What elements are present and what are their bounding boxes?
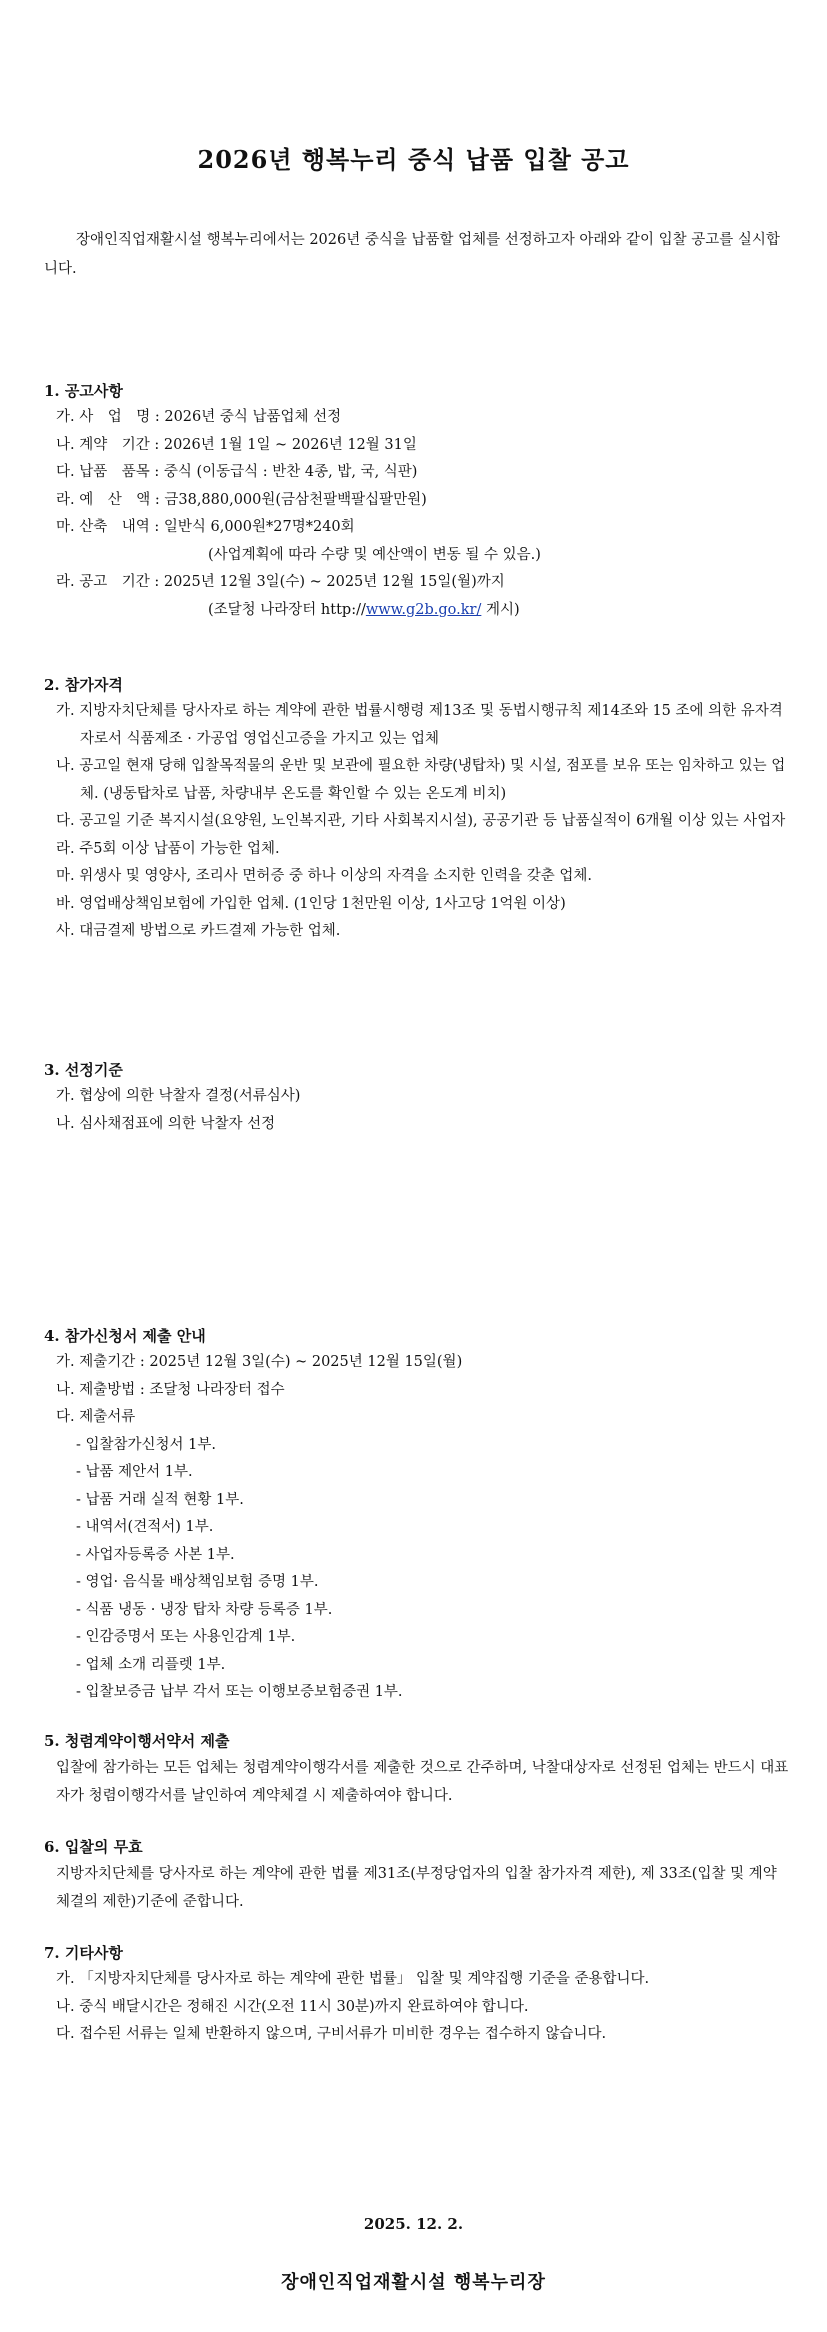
list-item: 가. 사 업 명 : 2026년 중식 납품업체 선정	[56, 409, 342, 425]
list-item: - 내역서(견적서) 1부.	[44, 1514, 789, 1542]
section-other	[44, 1940, 789, 2049]
list-item: - 인감증명서 또는 사용인감계 1부.	[44, 1624, 789, 1652]
list-item: - 식품 냉동 · 냉장 탑차 차량 등록증 1부.	[44, 1597, 789, 1625]
intro-paragraph: 장애인직업재활시설 행복누리에서는 2026년 중식을 납품할 업체를 선정하고자 아래와 같이 입찰 공고를 실시합니다.	[44, 232, 780, 277]
list-item: 라. 주5회 이상 납품이 가능한 업체.	[56, 840, 280, 857]
list-item: - 납품 제안서 1부.	[44, 1459, 789, 1487]
section-heading: 5. 청렴계약이행서약서 제출	[44, 1732, 230, 1750]
list-item: - 영업· 음식물 배상책임보험 증명 1부.	[44, 1569, 789, 1597]
announcement-date: 2025. 12. 2.	[363, 2215, 464, 2233]
list-item: 나. 공고일 현재 당해 입찰목적물의 운반 및 보관에 필요한 차량(냉탑차) 및 시설, 점포를 보유 또는 임차하고 있는 업체. (냉동탑차로 납품, 차량내부 온도를 확인할 수 있는 온도계 비치)	[56, 758, 786, 802]
section-heading: 3. 선정기준	[44, 1061, 123, 1079]
list-item: 다. 납품 품목 : 중식 (이동급식 : 반찬 4종, 밥, 국, 식판)	[56, 464, 418, 480]
list-item: 사. 대금결제 방법으로 카드결제 가능한 업체.	[56, 923, 341, 939]
list-item: 가. 「지방자치단체를 당사자로 하는 계약에 관한 법률」 입찰 및 계약집행 기준을 준용합니다.	[56, 1971, 650, 1987]
section-submission	[44, 1323, 789, 1707]
list-item: - 사업자등록증 사본 1부.	[44, 1542, 789, 1570]
signer-name: 장애인직업재활시설 행복누리장	[281, 2272, 546, 2293]
list-item: - 납품 거래 실적 현황 1부.	[44, 1487, 789, 1515]
section-heading: 2. 참가자격	[44, 676, 123, 694]
g2b-link[interactable]: www.g2b.go.kr/	[365, 601, 482, 618]
list-item: 가. 지방자치단체를 당사자로 하는 계약에 관한 법률시행령 제13조 및 동법시행규칙 제14조와 15 조에 의한 유자격자로서 식품제조 · 가공업 영업신고증을 가지고 있는 업체	[56, 703, 783, 747]
section-announcement	[44, 378, 789, 624]
announcement-list	[44, 404, 789, 624]
list-item: 나. 심사채점표에 의한 낙찰자 선정	[56, 1115, 276, 1132]
documents-list	[44, 1432, 789, 1707]
list-item: 다. 공고일 기준 복지시설(요양원, 노인복지관, 기타 사회복지시설), 공공기관 등 납품실적이 6개월 이상 있는 사업자	[56, 813, 786, 829]
list-item: - 입찰보증금 납부 각서 또는 이행보증보험증권 1부.	[44, 1679, 789, 1707]
list-item: 나. 중식 배달시간은 정해진 시간(오전 11시 30분)까지 완료하여야 합니다.	[56, 1998, 529, 2015]
section-qualification	[44, 672, 789, 946]
section-invalid-bid	[44, 1834, 789, 1916]
criteria-list	[44, 1083, 789, 1138]
other-list	[44, 1966, 789, 2049]
list-item: 마. 위생사 및 영양사, 조리사 면허증 중 하나 이상의 자격을 소지한 인력을 갖춘 업체.	[56, 868, 592, 884]
section-criteria	[44, 1057, 789, 1138]
section-integrity-pledge	[44, 1728, 789, 1810]
list-item: 라. 공고 기간 : 2025년 12월 3일(수) ~ 2025년 12월 15일(월)까지 (조달청 나라장터 http://www.g2b.go.kr/ 게시)	[56, 574, 520, 618]
list-item: 다. 접수된 서류는 일체 반환하지 않으며, 구비서류가 미비한 경우는 접수하지 않습니다.	[56, 2026, 607, 2042]
section-heading: 4. 참가신청서 제출 안내	[44, 1327, 206, 1345]
section-heading: 6. 입찰의 무효	[44, 1838, 143, 1856]
section-heading: 7. 기타사항	[44, 1944, 123, 1962]
list-item: 가. 협상에 의한 낙찰자 결정(서류심사)	[56, 1088, 301, 1104]
list-item: 다. 제출서류	[56, 1409, 136, 1425]
list-item: 나. 계약 기간 : 2026년 1월 1일 ~ 2026년 12월 31일	[56, 436, 417, 453]
list-item: - 입찰참가신청서 1부.	[44, 1432, 789, 1460]
section-heading: 1. 공고사항	[44, 382, 123, 400]
list-item: 마. 산축 내역 : 일반식 6,000원*27명*240회 (사업계획에 따라 수량 및 예산액이 변동 될 수 있음.)	[56, 519, 541, 563]
list-item: 라. 예 산 액 : 금38,880,000원(금삼천팔백팔십팔만원)	[56, 491, 427, 508]
document-title: 2026년 행복누리 중식 납품 입찰 공고	[197, 145, 630, 174]
section-text: 입찰에 참가하는 모든 업체는 청렴계약이행각서를 제출한 것으로 간주하며, 낙찰대상자로 선정된 업체는 반드시 대표자가 청렴이행각서를 날인하여 계약체결 시 제출하여야 합니다.	[56, 1760, 789, 1804]
list-item: 가. 제출기간 : 2025년 12월 3일(수) ~ 2025년 12월 15일(월)	[56, 1354, 463, 1370]
submission-list	[44, 1349, 789, 1432]
list-item: 바. 영업배상책임보험에 가입한 업체. (1인당 1천만원 이상, 1사고당 1억원 이상)	[56, 895, 566, 912]
list-item: - 업체 소개 리플렛 1부.	[44, 1652, 789, 1680]
section-text: 지방자치단체를 당사자로 하는 계약에 관한 법률 제31조(부정당업자의 입찰 참가자격 제한), 제 33조(입찰 및 계약체결의 제한)기준에 준합니다.	[56, 1866, 777, 1910]
list-item: 나. 제출방법 : 조달청 나라장터 접수	[56, 1381, 285, 1398]
qualification-list	[44, 698, 789, 946]
